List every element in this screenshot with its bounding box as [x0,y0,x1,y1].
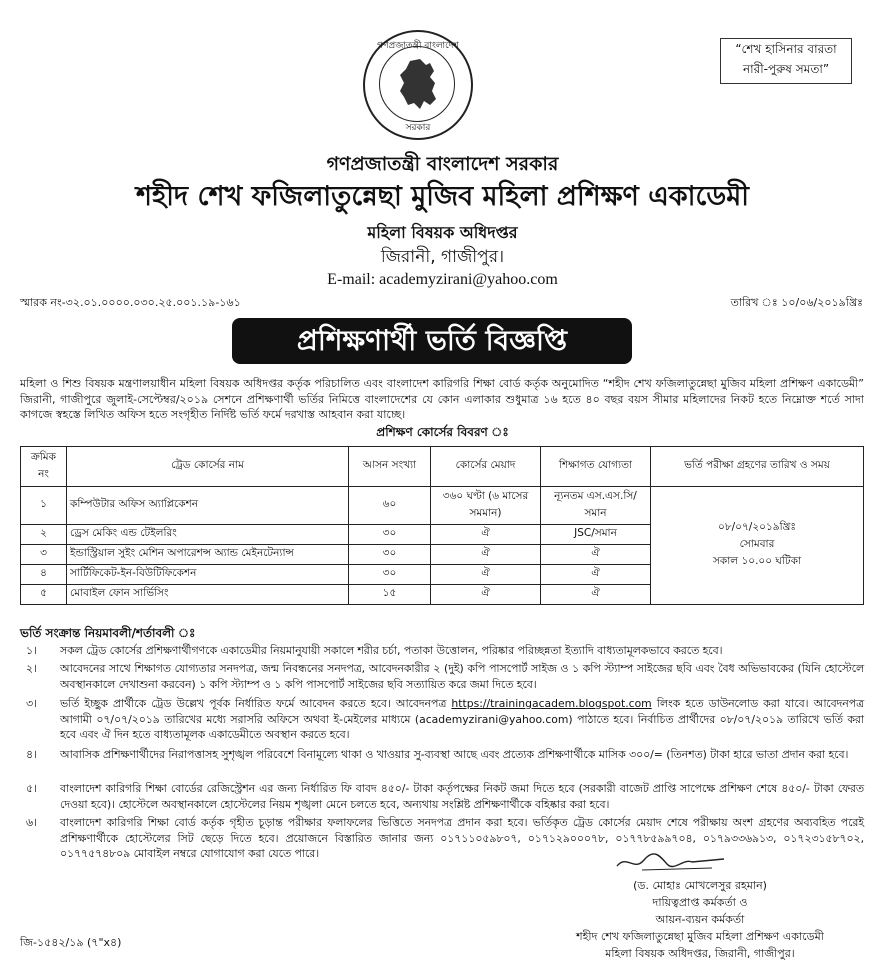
cell-serial: ৪ [21,565,67,585]
cell-trade: সার্টিফিকেট-ইন-বিউটিফিকেশন [67,565,349,585]
cell-exam-schedule [651,487,864,605]
g-number: জি-১৫৪২/১৯ (৭"x৪) [20,936,122,949]
organization-title: শহীদ শেখ ফজিলাতুন্নেছা মুজিব মহিলা প্রশিক্ষণ একাডেমী [136,181,749,212]
rule-email-link[interactable]: academyzirani@yahoo.com [419,712,569,726]
rule-text: বাংলাদেশ কারিগরি শিক্ষা বোর্ড কর্তৃক গৃহীত চূড়ান্ত পরীক্ষার ফলাফলের ভিত্তিতে সনদপত্র প্রদান করা হবে। ভর্তিকৃত ট্রেড কোর্সের মেয়াদ শেষে পরীক্ষায় অংশ গ্রহণের অব্যবহিত পরেই প্রশিক্ষণার্থীকে হোস্টেলের সিট ছেড়ে দিতে হবে। প্রয়োজনে বিস্তারিত জানার জন্য ০১৭১১০৫৯৮০৭, ০১৭১২৯০০০৭৮, ০১৭৭৮৫৯৯৭০৪, ০১৭৯৩৩৬৯১৩, ০১৭২৩১৫৮৭০২, ০১৭৭৫৭৪৮০৯ মোবাইল নম্বরে যোগাযোগ করা যেতে পারে। [60,816,864,860]
rule-text: সকল ট্রেড কোর্সের প্রশিক্ষণার্থীগণকে একাডেমীর নিয়মানুযায়ী সকালে শরীর চর্চা, পতাকা উত্তোলন, পরিষ্কার পরিচ্ছন্নতা ইত্যাদি বাধ্যতামূলকভাবে করতে হবে। [60,644,723,657]
cell-serial: ১ [21,487,67,525]
rule-item [20,643,864,659]
handwritten-signature [612,850,732,874]
cell-duration: ঐ [431,565,541,585]
signatory-title-1: দায়িত্বপ্রাপ্ত কর্মকর্তা ও [652,896,748,909]
rule-text: আবেদনের সাথে শিক্ষাগত যোগ্যতার সনদপত্র, জন্ম নিবন্ধনের সনদপত্র, আবেদনকারীর ২ (দুই) কপি পাসপোর্ট সাইজ ও ১ কপি স্ট্যাম্প সাইজের ছবি এবং বৈধ অভিভাবকের (যিনি হোস্টেলে অবস্থানকালে দেখাশুনা করবেন) ১ কপি স্ট্যাম্প ও ১ কপি পাসপোর্ট সাইজের ছবি সত্যায়িত করে জমা দিতে হবে। [60,662,864,691]
course-table [20,446,864,605]
cell-serial: ২ [21,525,67,545]
cell-duration: ঐ [431,545,541,565]
cell-seats: ৬০ [349,487,431,525]
signatory-name: (ড. মোহাঃ মোখলেসুর রহমান) [633,879,767,892]
cell-duration: ঐ [431,525,541,545]
memo-date: তারিখ ঃ ১০/০৬/২০১৯খ্রিঃ [730,296,863,309]
rule-number: ৪। [26,748,37,761]
rule-text-part: ) পাঠাতে হবে। নির্বাচিত প্রার্থীদের ০৮/০৭/২০১৯ তারিখে ভর্তি করা হবে এবং ঐ দিন হতে বাধ্যতামূলক একাডেমীতে অবস্থান করতে হবে। [60,712,865,741]
memo-reference: স্মারক নং-৩২.০১.০০০০.০৩০.২৫.০০১.১৯-১৬১ [20,296,241,309]
header-serial: ক্রমিক নং [21,447,67,487]
course-table-title: প্রশিক্ষণ কোর্সের বিবরণ ঃ [376,425,509,439]
rule-number: ৩। [26,697,37,710]
rule-text-part: ভর্তি ইচ্ছুক প্রার্থীকে ট্রেড উল্লেখ পূর্বক নির্ধারিত ফর্মে আবেদন করতে হবে। আবেদনপত্র [60,697,452,710]
rule-number: ২। [26,662,37,675]
table-header-row [21,447,864,487]
signatory-title-2: আয়ন-ব্যয়ন কর্মকর্তা [655,913,745,926]
cell-qualification: JSC/সমান [541,525,651,545]
intro-paragraph: মহিলা ও শিশু বিষয়ক মন্ত্রণালয়াধীন মহিলা বিষয়ক অধিদপ্তর কর্তৃক পরিচালিত এবং বাংলাদেশ কারিগরি শিক্ষা বোর্ড কর্তৃক অনুমোদিত “শহীদ শেখ ফজিলাতুন্নেছা মুজিব মহিলা প্রশিক্ষণ একাডেমী” জিরানী, গাজীপুরে জুলাই-সেপ্টেম্বর/২০১৯ সেশনে প্রশিক্ষণার্থী ভর্তির নিমিত্তে বাংলাদেশের যে কোন এলাকার শুধুমাত্র ১৬ হতে ৪০ বছর বয়স সীমার মহিলাদের নিকট হতে নিম্নোক্ত শর্তে সাদা কাগজে স্বহস্তে লিখিত অফিস হতে সংগৃহীত নির্দিষ্ট ভর্তি ফর্মে দরখাস্ত আহবান করা যাচ্ছে। [20,377,864,421]
cell-trade: ড্রেস মেকিং এন্ড টেইলরিং [67,525,349,545]
rule-text: বাংলাদেশ কারিগরি শিক্ষা বোর্ডের রেজিস্ট্রেশন এর জন্য নির্ধারিত ফি বাবদ ৪৫০/- টাকা কর্তৃপক্ষের নিকট জমা দিতে হবে (সরকারী বাজেট প্রাপ্তি সাপেক্ষে প্রশিক্ষণ শেষে ৪৫০/- টাকা ফেরত দেওয়া হবে)। হোস্টেলে অবস্থানকালে হোস্টেলের নিয়ম শৃঙ্খলা মেনে চলতে হবে, অন্যথায় সংশ্লিষ্ট প্রশিক্ষণার্থীকে বহিষ্কার করা হবে। [60,782,864,811]
rule-text: আবাসিক প্রশিক্ষণার্থীদের নিরাপত্তাসহ সুশৃঙ্খল পরিবেশে বিনামূল্যে থাকা ও খাওয়ার সু-ব্যবস্থা আছে এবং প্রত্যেক প্রশিক্ষণার্থীকে মাসিক ৩০০/= (তিনশত) টাকা হারে ভাতা প্রদান করা হবে। [60,748,849,761]
cell-seats: ১৫ [349,585,431,605]
header-qualification: শিক্ষাগত যোগ্যতা [541,447,651,487]
signatory-address: মহিলা বিষয়ক অধিদপ্তর, জিরানী, গাজীপুর। [605,947,795,960]
department-name: মহিলা বিষয়ক অধিদপ্তর [367,223,518,242]
rule-text [60,696,864,743]
slogan-line-2: নারী-পুরুষ সমতা” [742,62,830,76]
cell-seats: ৩০ [349,545,431,565]
header-duration: কোর্সের মেয়াদ [431,447,541,487]
rule-item [20,781,864,812]
cell-duration: ৩৬০ ঘণ্টা (৬ মাসের সমমান) [431,487,541,525]
seal-top-text: গণপ্রজাতন্ত্রী বাংলাদেশ [377,41,459,51]
signatory-block [540,877,860,962]
signatory-organization: শহীদ শেখ ফজিলাতুন্নেছা মুজিব মহিলা প্রশিক্ষণ একাডেমী [576,930,824,943]
table-row [21,487,864,525]
rule-number: ৬। [26,816,37,829]
cell-qualification: ন্যূনতম এস.এস.সি/ সমান [541,487,651,525]
cell-trade: ইন্ডাস্ট্রিয়াল সুইং মেশিন অপারেশন্স অ্যান্ড মেইনটেন্যান্স [67,545,349,565]
rules-title: ভর্তি সংক্রান্ত নিয়মাবলী/শর্তাবলী ঃ [20,626,196,640]
government-heading: গণপ্রজাতন্ত্রী বাংলাদেশ সরকার [326,153,559,175]
cell-trade: মোবাইল ফোন সার্ভিসিং [67,585,349,605]
rule-item [20,747,864,763]
header-seats: আসন সংখ্যা [349,447,431,487]
cell-seats: ৩০ [349,565,431,585]
cell-serial: ৩ [21,545,67,565]
cell-qualification: ঐ [541,585,651,605]
email-address: E-mail: academyzirani@yahoo.com [327,271,558,288]
location: জিরানী, গাজীপুর। [380,247,505,267]
exam-day: সোমবার [739,538,775,550]
rule-text-part: লিংক হতে ডাউনলোড করা যাবে। আবেদনপত্র আগামী ০৭/০৭/২০১৯ তারিখের মধ্যে সরাসরি অফিসে অথবা ই-মেইলের মাধ্যমে ( [60,697,865,726]
rule-number: ৫। [26,782,37,795]
application-form-link[interactable]: https://trainingacadem.blogspot.com [451,697,652,710]
rule-item [20,661,864,692]
seal-bottom-text: সরকার [405,123,431,133]
cell-trade: কম্পিউটার অফিস অ্যাপ্লিকেশন [67,487,349,525]
header-trade: ট্রেড কোর্সের নাম [67,447,349,487]
rule-number: ১। [26,644,37,657]
seal-inner-ring [379,46,455,122]
cell-duration: ঐ [431,585,541,605]
exam-date: ০৮/০৭/২০১৯খ্রিঃ [717,521,797,533]
cell-qualification: ঐ [541,545,651,565]
bangladesh-map-icon [380,47,454,121]
header-exam: ভর্তি পরীক্ষা গ্রহণের তারিখ ও সময় [651,447,864,487]
cell-qualification: ঐ [541,565,651,585]
cell-serial: ৫ [21,585,67,605]
exam-time: সকাল ১০.০০ ঘটিকা [712,555,802,567]
cell-seats: ৩০ [349,525,431,545]
admission-notice-banner: প্রশিক্ষণার্থী ভর্তি বিজ্ঞপ্তি [232,318,632,364]
slogan-box [720,38,852,84]
slogan-line-1: “শেখ হাসিনার বারতা [735,42,837,56]
rule-item [20,696,864,743]
government-seal [363,30,473,140]
rule-item [20,815,864,862]
